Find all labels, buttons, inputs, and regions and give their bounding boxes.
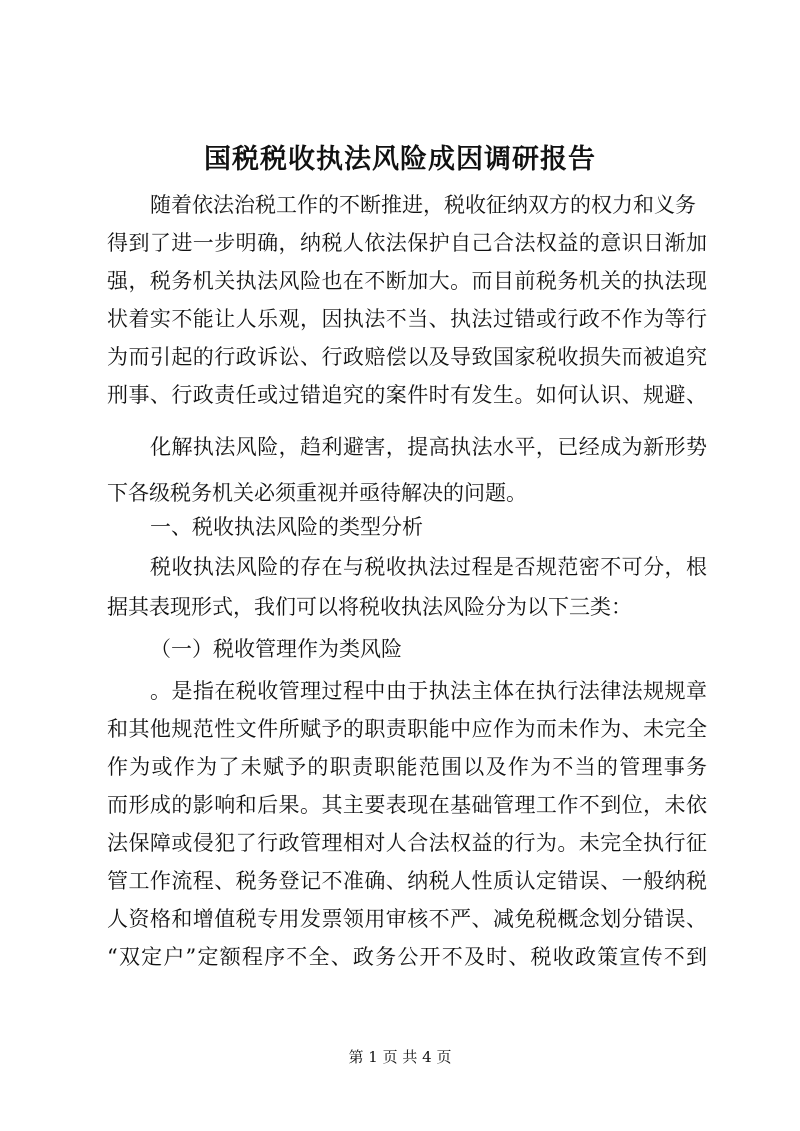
body-line-13: 作为或作为了未赋予的职责职能范围以及作为不当的管理事务 bbox=[107, 755, 707, 779]
body-line-4: 状着实不能让人乐观，因执法不当、执法过错或行政不作为等行 bbox=[107, 307, 707, 331]
document-title: 国税税收执法风险成因调研报告 bbox=[204, 144, 596, 175]
body-line-6: 刑事、行政责任或过错追究的案件时有发生。如何认识、规避、 bbox=[107, 383, 707, 407]
subsection-heading-1: （一）税收管理作为类风险 bbox=[150, 637, 402, 661]
body-line-7: 化解执法风险，趋利避害，提高执法水平，已经成为新形势 bbox=[150, 435, 707, 459]
body-line-9: 税收执法风险的存在与税收执法过程是否规范密不可分，根 bbox=[150, 555, 707, 579]
body-line-3: 强，税务机关执法风险也在不断加大。而目前税务机关的执法现 bbox=[107, 269, 707, 293]
body-line-10: 据其表现形式，我们可以将税收执法风险分为以下三类： bbox=[107, 595, 632, 619]
body-line-1: 随着依法治税工作的不断推进，税收征纳双方的权力和义务 bbox=[150, 193, 696, 217]
page-number-footer: 第 1 页 共 4 页 bbox=[348, 1048, 452, 1066]
body-line-16: 管工作流程、税务登记不准确、纳税人性质认定错误、一般纳税 bbox=[107, 869, 707, 893]
body-line-2: 得到了进一步明确，纳税人依法保护自己合法权益的意识日渐加 bbox=[107, 231, 707, 255]
body-line-8: 下各级税务机关必须重视并亟待解决的问题。 bbox=[107, 481, 527, 505]
body-line-12: 和其他规范性文件所赋予的职责职能中应作为而未作为、未完全 bbox=[107, 717, 707, 741]
body-line-18: “双定户”定额程序不全、政务公开不及时、税收政策宣传不到 bbox=[107, 945, 707, 969]
body-line-11: 。是指在税收管理过程中由于执法主体在执行法律法规规章 bbox=[150, 679, 707, 703]
body-line-15: 法保障或侵犯了行政管理相对人合法权益的行为。未完全执行征 bbox=[107, 831, 707, 855]
section-heading-1: 一、税收执法风险的类型分析 bbox=[150, 515, 423, 539]
body-line-14: 而形成的影响和后果。其主要表现在基础管理工作不到位，未依 bbox=[107, 793, 707, 817]
body-line-5: 为而引起的行政诉讼、行政赔偿以及导致国家税收损失而被追究 bbox=[107, 345, 707, 369]
body-line-17: 人资格和增值税专用发票领用审核不严、减免税概念划分错误、 bbox=[107, 907, 707, 931]
